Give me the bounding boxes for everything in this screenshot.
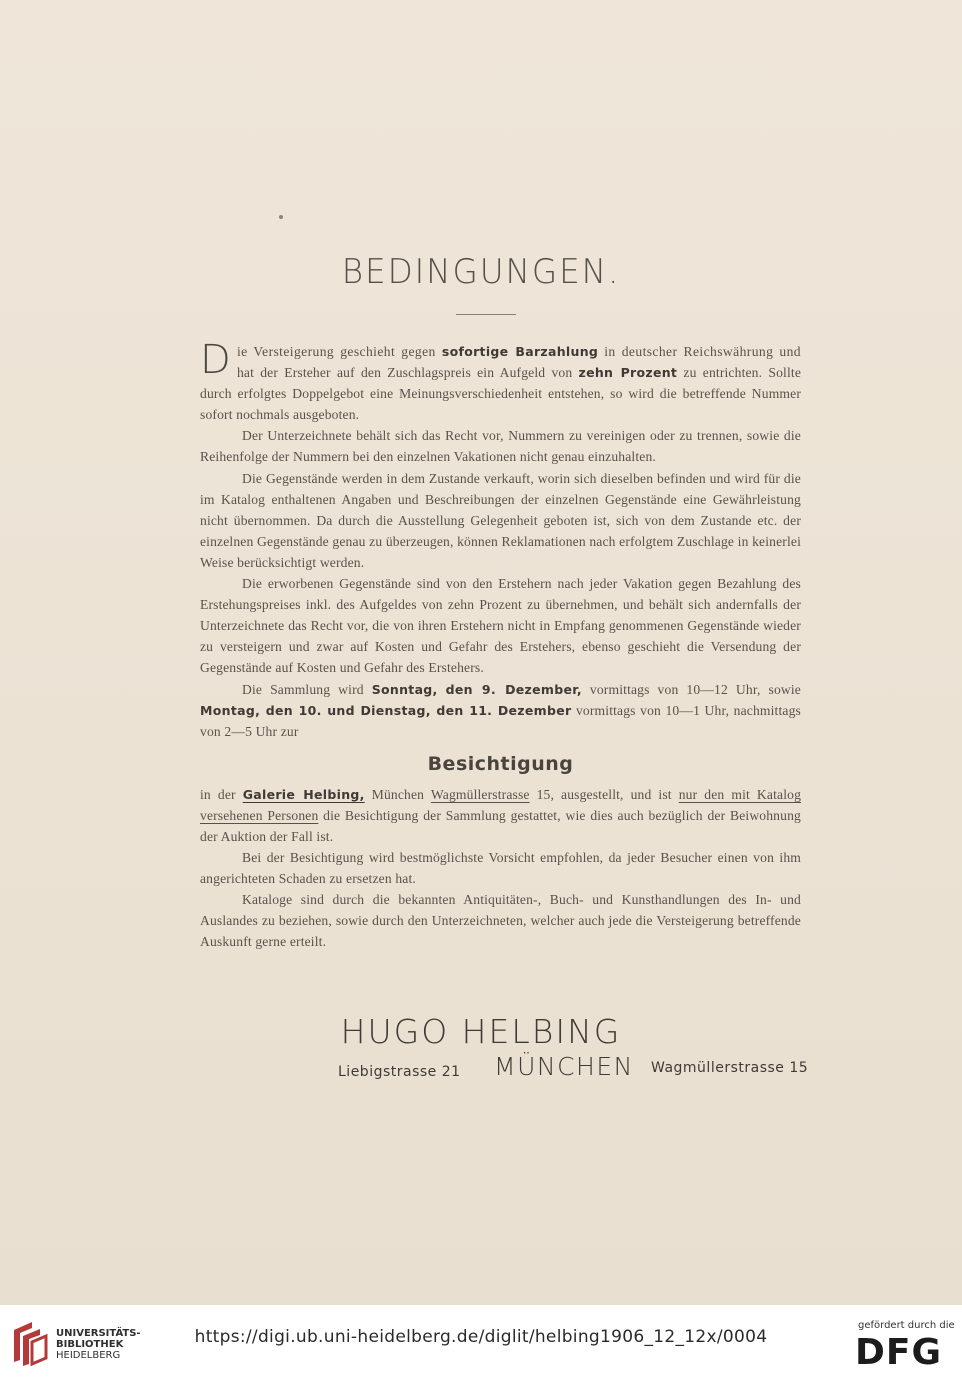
text-run: in der	[200, 786, 243, 802]
paragraphs-before-heading	[200, 337, 802, 742]
title-divider	[456, 314, 516, 315]
paragraphs-after-heading	[200, 784, 801, 953]
paragraph	[200, 468, 801, 573]
page-title: BEDINGUNGEN.	[341, 252, 621, 292]
text-run: Die Sammlung wird	[242, 681, 372, 697]
text-run: zu entrichten. Sollte durch erfolgtes Doppelgebot eine Meinungsverschiedenheit entstehen, so wird die betreffende Nummer sofort nochmals ausgeboten.	[200, 365, 802, 423]
text-run: in deutscher Reichswährung und hat der Ersteher auf den Zuschlagspreis ein Aufgeld von	[236, 344, 801, 381]
signature-city: MÜNCHEN	[494, 1052, 634, 1081]
paragraph	[200, 573, 801, 678]
text-run: Der Unterzeichnete behält sich das Recht vor, Nummern zu vereinigen oder zu trennen, sowie die Reihenfolge der Nummern bei den einzelnen Vakationen nicht genau einzuhalten.	[200, 428, 801, 465]
text-run: ie Versteigerung geschieht gegen	[236, 344, 442, 359]
emphasis-text: sofortige Barzahlung	[441, 344, 599, 359]
drop-cap: D	[200, 337, 231, 383]
text-run: vormittags von 10—1 Uhr, nachmittags von 2—5 Uhr zur	[200, 702, 801, 739]
library-name-line1: UNIVERSITÄTS-	[56, 1328, 141, 1339]
viewer-footer	[0, 1305, 962, 1381]
funding-caption: gefördert durch die	[858, 1320, 955, 1331]
text-run: Wagmüllerstrasse	[430, 786, 530, 802]
emphasis-text: Galerie Helbing,	[242, 786, 365, 802]
section-heading: Besichtigung	[427, 752, 574, 775]
text-run: Die Gegenstände werden in dem Zustande verkauft, worin sich dieselben befinden und wird für die im Katalog enthaltenen Angaben und Beschreibungen der einzelnen Gegenstände eine Gewährleistung nicht übernommen. Da durch die Ausstellung Gelegenheit geboten ist, sich von dem Zustande etc. der einzelnen Gegenstände genau zu überzeugen, können Reklamationen nach erfolgtem Zuschlage in keinerlei Weise berücksichtigt werden.	[200, 470, 801, 570]
paragraph	[200, 784, 801, 847]
emphasis-text: zehn Prozent	[578, 365, 678, 381]
paragraph	[200, 337, 802, 425]
paragraph	[200, 425, 801, 467]
text-run: Kataloge sind durch die bekannten Antiquitäten-, Buch- und Kunsthandlungen des In- und Auslandes zu beziehen, sowie durch den Unterzeichneten, welcher auch jede die Versteigerung betreffende Auskunft gerne erteilt.	[200, 892, 801, 950]
library-name-line2: BIBLIOTHEK	[56, 1339, 124, 1350]
text-run: Die erworbenen Gegenstände sind von den Erstehern nach jeder Vakation gegen Bezahlung des Erstehungspreises inkl. des Aufgeldes von zehn Prozent zu übernehmen, und behält sich andernfalls der Unterzeichnete das Recht vor, die von ihren Erstehern nicht in Empfang genommenen Gegenstände wieder zu versteigern und zwar auf Kosten und Gefahr des Erstehers, ebenso geschieht die Versendung der Gegenstände auf Kosten und Gefahr des Erstehers.	[200, 576, 801, 676]
text-run: nur den mit Katalog versehenen Personen	[200, 786, 802, 823]
conditions-body	[200, 337, 802, 953]
text-run	[438, 682, 446, 697]
emphasis-text: den 9. Dezember,	[445, 681, 582, 697]
dfg-logo: DFG	[855, 1332, 943, 1373]
text-run: 15, ausgestellt, und ist	[529, 786, 679, 802]
paragraph	[200, 679, 801, 742]
emphasis-text: Sonntag,	[371, 681, 438, 697]
emphasis-text: Montag, den 10. und Dienstag, den 11. Dezember	[200, 702, 572, 718]
library-name-line3: HEIDELBERG	[56, 1350, 121, 1361]
signature-name: HUGO HELBING	[340, 1012, 622, 1051]
paragraph	[200, 889, 801, 952]
text-run: vormittags von 10—12 Uhr, sowie	[581, 681, 801, 697]
signature-address-right: Wagmüllerstrasse 15	[651, 1060, 809, 1076]
paper-speck	[279, 215, 283, 219]
signature-address-left: Liebigstrasse 21	[338, 1064, 461, 1080]
text-run: die Besichtigung der Sammlung gestattet, wie dies auch bezüglich der Beiwohnung der Auktion der Fall ist.	[200, 807, 801, 844]
permalink-url[interactable]: https://digi.ub.uni-heidelberg.de/diglit/helbing1906_12_12x/0004	[194, 1327, 768, 1347]
text-run: Bei der Besichtigung wird bestmöglichste Vorsicht empfohlen, da jeder Besucher einen von ihm angerichteten Schaden zu ersetzen hat.	[200, 850, 801, 887]
text-run: München	[364, 786, 431, 802]
paragraph	[200, 847, 801, 889]
